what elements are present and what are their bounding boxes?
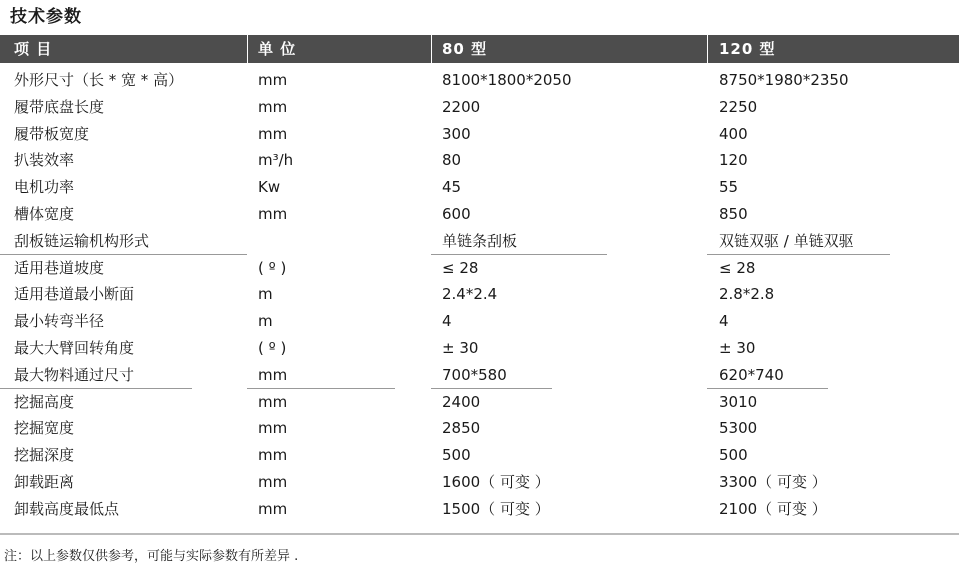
row-value-80: 2850 <box>442 419 481 438</box>
table-bottom-rule <box>0 533 959 535</box>
row-value-80: 45 <box>442 178 462 197</box>
table-row <box>0 228 959 255</box>
page-title: 技术参数 <box>10 7 82 27</box>
row-value-120: 400 <box>719 124 748 143</box>
header-unit: 单 位 <box>258 40 297 58</box>
row-unit: mm <box>258 392 288 411</box>
header-divider <box>247 35 248 63</box>
header-divider <box>431 35 432 63</box>
row-unit: mm <box>258 71 288 89</box>
row-item: 挖掘宽度 <box>14 419 75 438</box>
row-unit: mm <box>258 473 288 491</box>
row-unit: Kw <box>258 178 281 197</box>
row-value-80: 300 <box>442 124 471 143</box>
row-value-120: 2250 <box>719 97 758 116</box>
row-item: 槽体宽度 <box>14 205 75 223</box>
table-row <box>0 201 959 228</box>
row-value-120: 4 <box>719 312 729 331</box>
table-row <box>0 147 959 174</box>
row-value-80: 600 <box>442 205 471 223</box>
table-row <box>0 255 959 282</box>
row-value-80: 1500（ 可变 ） <box>442 499 550 518</box>
row-separator <box>247 388 395 389</box>
row-value-80: 2.4*2.4 <box>442 285 498 304</box>
table-row <box>0 415 959 442</box>
row-separator <box>431 388 552 389</box>
row-item: 适用巷道最小断面 <box>14 285 135 304</box>
row-item: 最大大臂回转角度 <box>14 339 135 357</box>
row-item: 最小转弯半径 <box>14 312 105 331</box>
row-item: 卸载距离 <box>14 473 75 491</box>
row-value-80: 80 <box>442 151 462 170</box>
row-value-120: 5300 <box>719 419 758 438</box>
row-value-120: 55 <box>719 178 739 197</box>
row-value-80: 单链条刮板 <box>442 231 518 250</box>
row-item: 履带板宽度 <box>14 124 90 143</box>
table-row <box>0 362 959 389</box>
row-value-80: ± 30 <box>442 339 479 357</box>
row-unit: m³/h <box>258 151 294 170</box>
row-value-120: 8750*1980*2350 <box>719 71 849 89</box>
header-120: 120 型 <box>719 40 776 58</box>
row-value-80: 1600（ 可变 ） <box>442 473 550 491</box>
row-unit: mm <box>258 446 288 465</box>
row-value-120: ± 30 <box>719 339 756 357</box>
row-value-120: 2.8*2.8 <box>719 285 775 304</box>
row-value-120: 120 <box>719 151 748 170</box>
table-row <box>0 121 959 148</box>
row-item: 卸载高度最低点 <box>14 499 120 518</box>
row-separator <box>707 388 828 389</box>
header-divider <box>707 35 708 63</box>
row-unit: mm <box>258 97 288 116</box>
row-value-120: 2100（ 可变 ） <box>719 499 827 518</box>
row-unit: mm <box>258 365 288 384</box>
row-unit: mm <box>258 205 288 223</box>
row-value-120: 850 <box>719 205 748 223</box>
table-row <box>0 308 959 335</box>
row-item: 挖掘高度 <box>14 392 75 411</box>
table-row <box>0 174 959 201</box>
table-row <box>0 94 959 121</box>
header-item: 项 目 <box>14 40 53 58</box>
row-unit: mm <box>258 124 288 143</box>
row-value-120: 500 <box>719 446 748 465</box>
row-item: 扒装效率 <box>14 151 75 170</box>
row-unit: ( º ) <box>258 339 287 357</box>
row-value-80: ≤ 28 <box>442 258 479 277</box>
row-value-80: 4 <box>442 312 452 331</box>
table-row <box>0 281 959 308</box>
row-unit: mm <box>258 419 288 438</box>
header-80: 80 型 <box>442 40 488 58</box>
row-value-120: 3300（ 可变 ） <box>719 473 827 491</box>
table-row <box>0 335 959 362</box>
row-unit: ( º ) <box>258 258 287 277</box>
row-item: 挖掘深度 <box>14 446 75 465</box>
row-item: 最大物料通过尺寸 <box>14 365 135 384</box>
row-value-120: ≤ 28 <box>719 258 756 277</box>
footnote: 注：以上参数仅供参考，可能与实际参数有所差异 . <box>4 549 299 564</box>
row-separator <box>0 254 247 255</box>
row-separator <box>431 254 607 255</box>
table-row <box>0 469 959 496</box>
row-item: 履带底盘长度 <box>14 97 105 116</box>
table-header <box>0 35 959 63</box>
row-value-80: 2400 <box>442 392 481 411</box>
row-value-120: 620*740 <box>719 365 784 384</box>
row-unit: m <box>258 312 273 331</box>
table-row <box>0 67 959 94</box>
row-value-80: 700*580 <box>442 365 507 384</box>
row-value-80: 8100*1800*2050 <box>442 71 572 89</box>
table-row <box>0 442 959 469</box>
row-separator <box>707 254 890 255</box>
row-unit: m <box>258 285 273 304</box>
row-item: 电机功率 <box>14 178 75 197</box>
row-separator <box>0 388 192 389</box>
table-row <box>0 496 959 523</box>
row-item: 刮板链运输机构形式 <box>14 231 150 250</box>
row-value-120: 3010 <box>719 392 758 411</box>
row-value-120: 双链双驱 / 单链双驱 <box>719 231 854 250</box>
row-item: 适用巷道坡度 <box>14 258 105 277</box>
row-value-80: 2200 <box>442 97 481 116</box>
row-value-80: 500 <box>442 446 471 465</box>
row-unit: mm <box>258 499 288 518</box>
row-item: 外形尺寸（长 * 宽 * 高） <box>14 71 184 89</box>
table-row <box>0 389 959 416</box>
